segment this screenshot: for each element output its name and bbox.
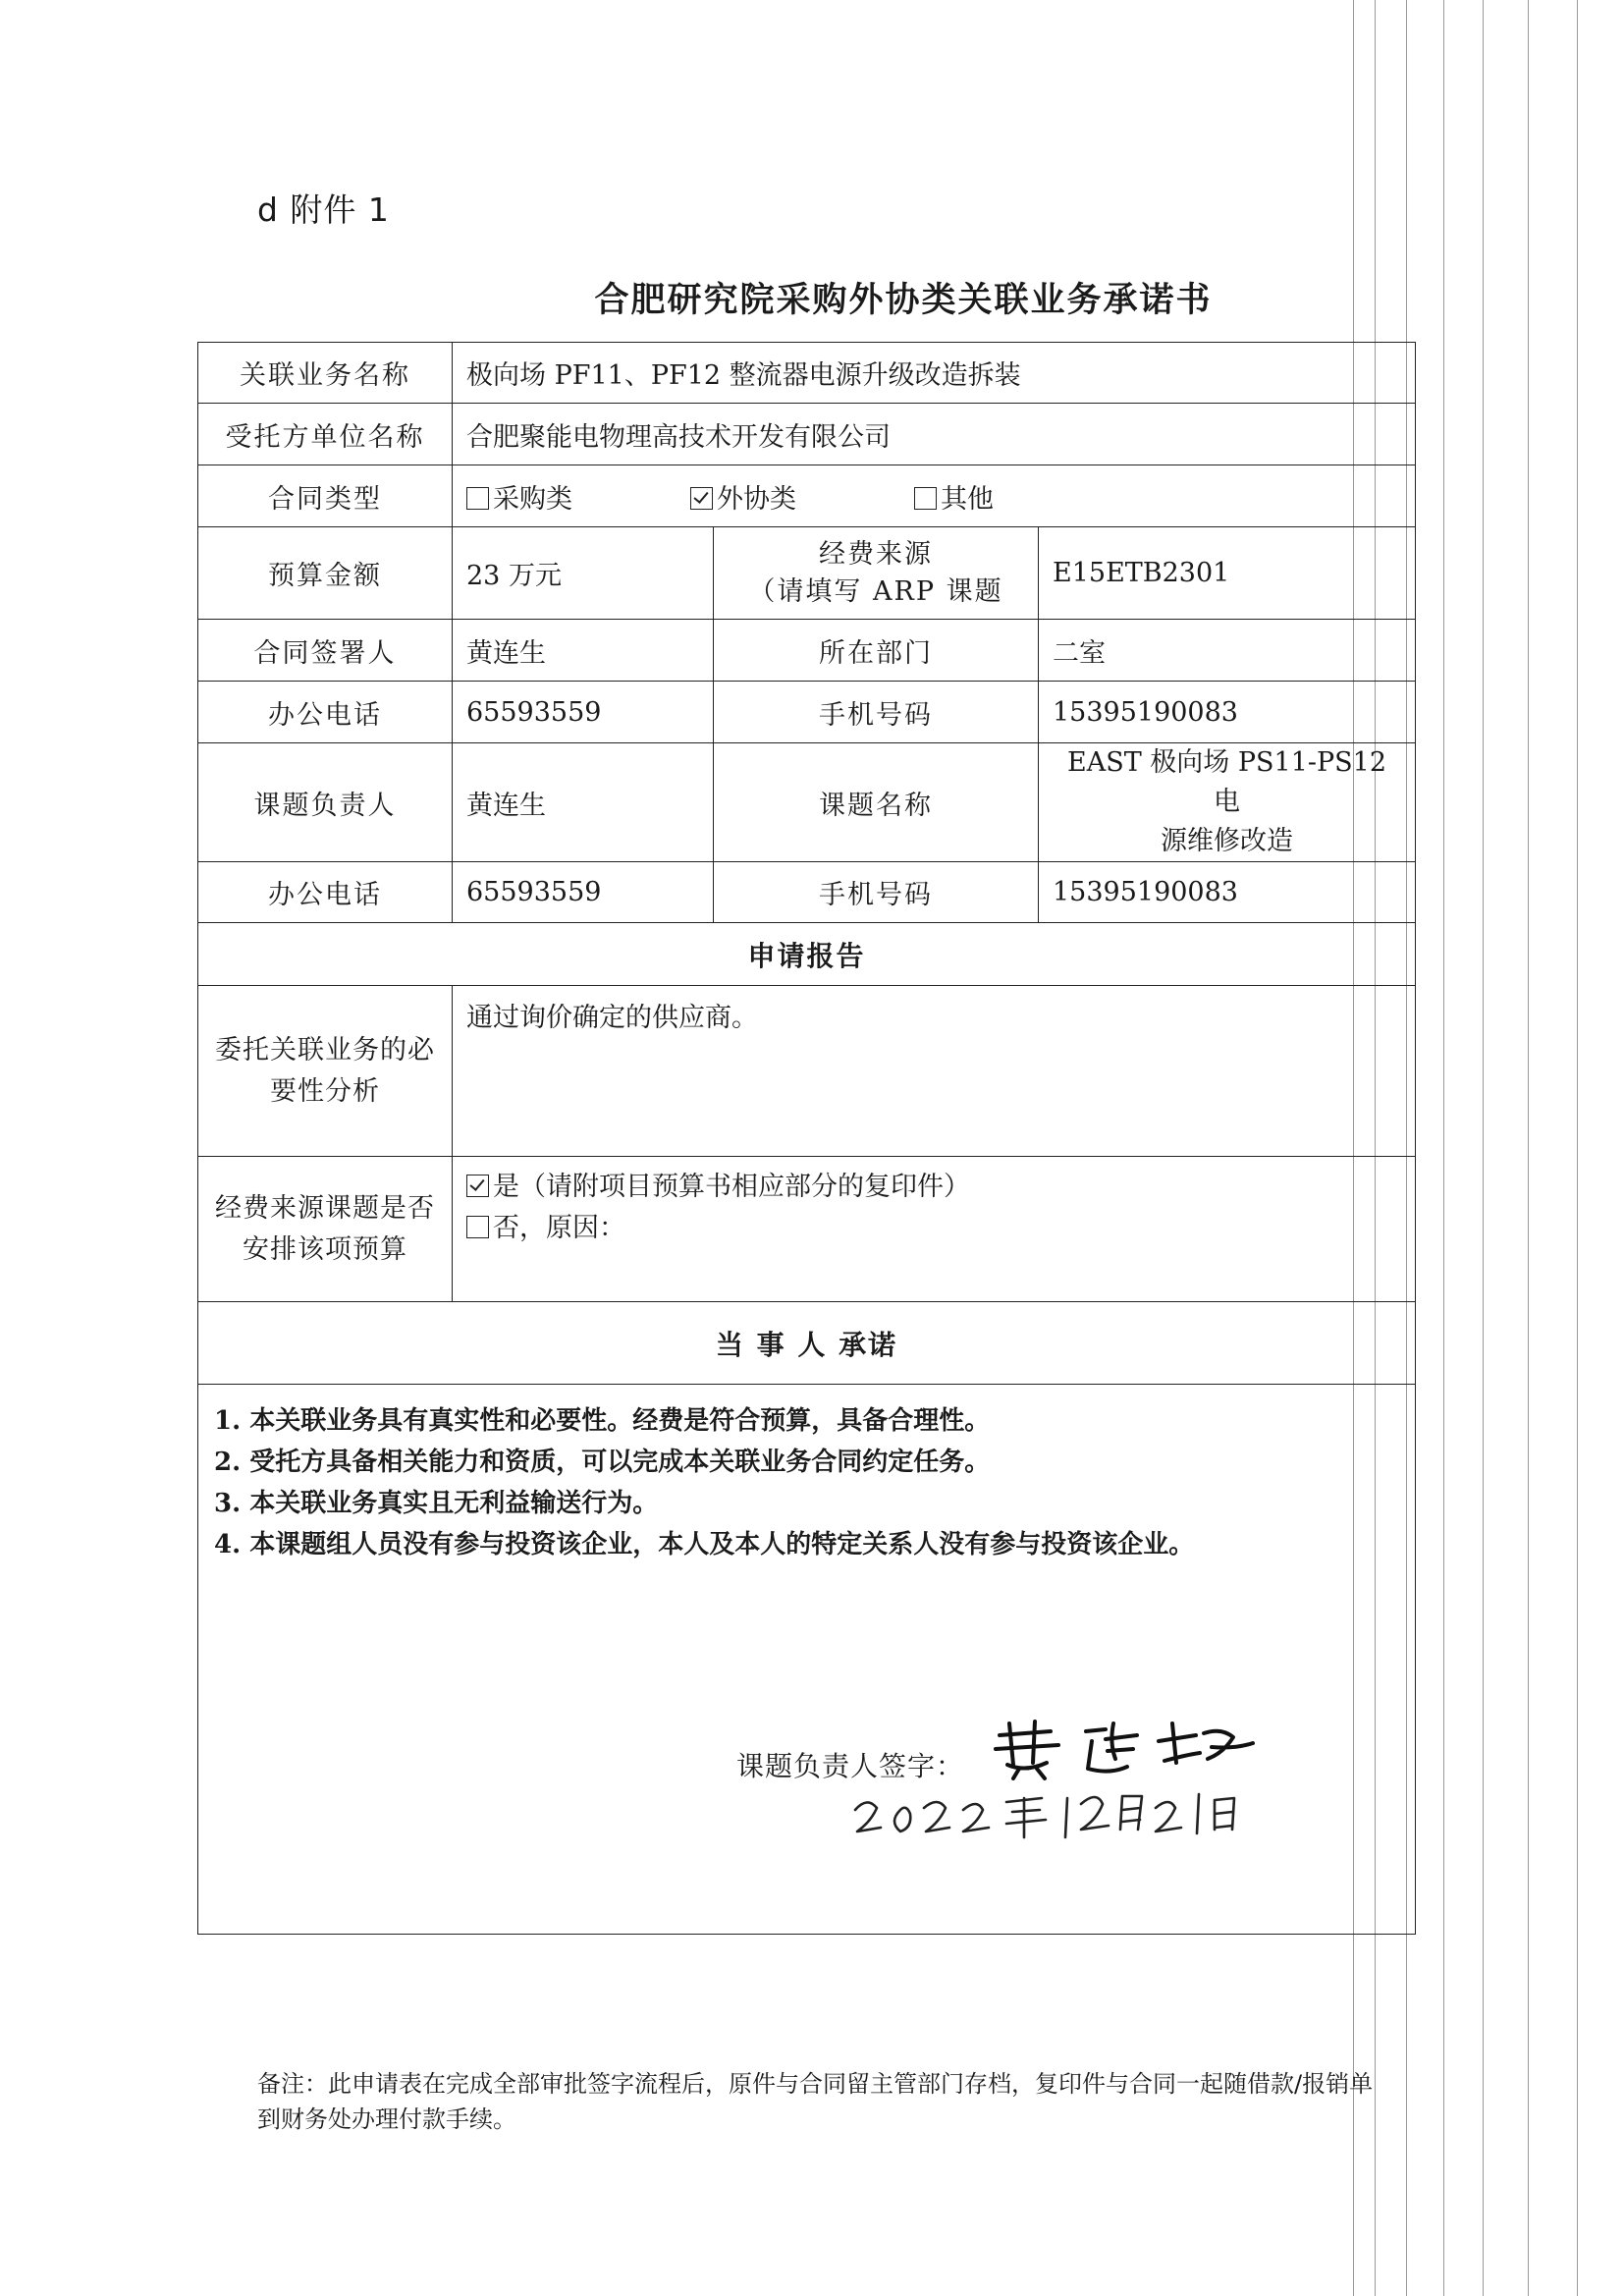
department-value: 二室 [1039,620,1416,682]
commitment-list [198,1394,1415,1565]
contract-type-option-label: 采购类 [493,483,572,515]
budget-arranged-label [198,1157,453,1302]
necessity-label [198,986,453,1157]
commitment-item: 4. 本课题组人员没有参与投资该企业，本人及本人的特定关系人没有参与投资该企业。 [214,1530,1195,1559]
office-phone-label: 办公电话 [198,682,453,743]
row-necessity [198,986,1416,1157]
contract-type-option-label: 外协类 [717,483,796,515]
department-label: 所在部门 [714,620,1039,682]
signature-label: 课题负责人签字： [736,1750,965,1782]
handwritten-signature [990,1714,1274,1782]
contract-type-options [453,465,1416,527]
row-office-phone [198,682,1416,743]
fund-source-label [714,527,1039,620]
fund-source-label-line2: （请填写 ARP 课题 [748,575,1003,607]
signature-area [736,1714,1286,1861]
project-name-label: 课题名称 [714,743,1039,862]
row-budget [198,527,1416,620]
row-contract-type [198,465,1416,527]
mobile-label: 手机号码 [714,682,1039,743]
row-application-heading [198,923,1416,986]
entrusted-unit-value: 合肥聚能电物理高技术开发有限公司 [453,404,1416,465]
business-name-value: 极向场 PF11、PF12 整流器电源升级改造拆装 [453,343,1416,404]
row-project-leader [198,743,1416,862]
commitment-form [197,342,1416,1935]
entrusted-unit-label: 受托方单位名称 [198,404,453,465]
business-name-label: 关联业务名称 [198,343,453,404]
project-leader-value: 黄连生 [453,743,714,862]
commitment-item: 3. 本关联业务真实且无利益输送行为。 [214,1489,659,1518]
office-phone-value: 65593559 [453,682,714,743]
checkbox-checked[interactable] [690,487,713,510]
row-commitment-heading [198,1302,1416,1385]
page-edge-line [1443,0,1444,2296]
footnote: 备注：此申请表在完成全部审批签字流程后，原件与合同留主管部门存档，复印件与合同一起随借款/报销单到财务处办理付款手续。 [257,2070,1374,2133]
budget-arranged-no-label: 否，原因： [493,1213,625,1243]
mobile2-label: 手机号码 [714,862,1039,923]
necessity-value: 通过询价确定的供应商。 [453,986,1416,1157]
budget-arranged-options [453,1157,1416,1302]
contract-type-option[interactable] [690,477,796,516]
checkbox-checked[interactable] [466,1175,489,1197]
row-budget-arranged [198,1157,1416,1302]
project-name-value [1039,743,1416,862]
checkbox[interactable] [466,487,489,510]
row-business-name [198,343,1416,404]
signer-value: 黄连生 [453,620,714,682]
contract-type-option[interactable] [914,477,994,516]
project-name-line2: 源维修改造 [1161,826,1293,856]
signer-label: 合同签署人 [198,620,453,682]
page-edge-line [1577,0,1578,2296]
application-report-heading: 申请报告 [198,923,1416,986]
office-phone2-label: 办公电话 [198,862,453,923]
contract-type-option-label: 其他 [941,483,994,515]
budget-arranged-label-line2: 安排该项预算 [243,1233,407,1265]
row-signer [198,620,1416,682]
office-phone2-value: 65593559 [453,862,714,923]
budget-value: 23 万元 [453,527,714,620]
commitment-item: 1. 本关联业务具有真实性和必要性。经费是符合预算，具备合理性。 [214,1406,991,1436]
contract-type-option[interactable] [466,477,572,516]
project-name-line1: EAST 极向场 PS11-PS12 电 [1066,747,1387,817]
budget-label: 预算金额 [198,527,453,620]
project-leader-label: 课题负责人 [198,743,453,862]
necessity-label-line2: 要性分析 [270,1075,380,1107]
budget-arranged-yes-label: 是（请附项目预算书相应部分的复印件） [493,1172,970,1202]
fund-source-label-line1: 经费来源 [819,538,933,570]
contract-type-label: 合同类型 [198,465,453,527]
row-office-phone-2 [198,862,1416,923]
handwritten-date [849,1782,1281,1851]
budget-arranged-no[interactable] [466,1208,1401,1249]
document-title: 合肥研究院采购外协类关联业务承诺书 [594,281,1213,320]
fund-source-value: E15ETB2301 [1039,527,1416,620]
checkbox[interactable] [466,1216,489,1238]
commitment-item: 2. 受托方具备相关能力和资质，可以完成本关联业务合同约定任务。 [214,1448,991,1477]
budget-arranged-label-line1: 经费来源课题是否 [215,1192,435,1224]
row-entrusted-unit [198,404,1416,465]
checkbox[interactable] [914,487,937,510]
page-edge-line [1528,0,1529,2296]
budget-arranged-yes[interactable] [466,1167,1401,1208]
mobile2-value: 15395190083 [1039,862,1416,923]
mobile-value: 15395190083 [1039,682,1416,743]
necessity-label-line1: 委托关联业务的必 [215,1034,435,1066]
party-commitment-heading: 当 事 人 承诺 [198,1302,1416,1385]
attachment-label: d 附件 1 [257,191,390,229]
page-edge-line [1483,0,1484,2296]
